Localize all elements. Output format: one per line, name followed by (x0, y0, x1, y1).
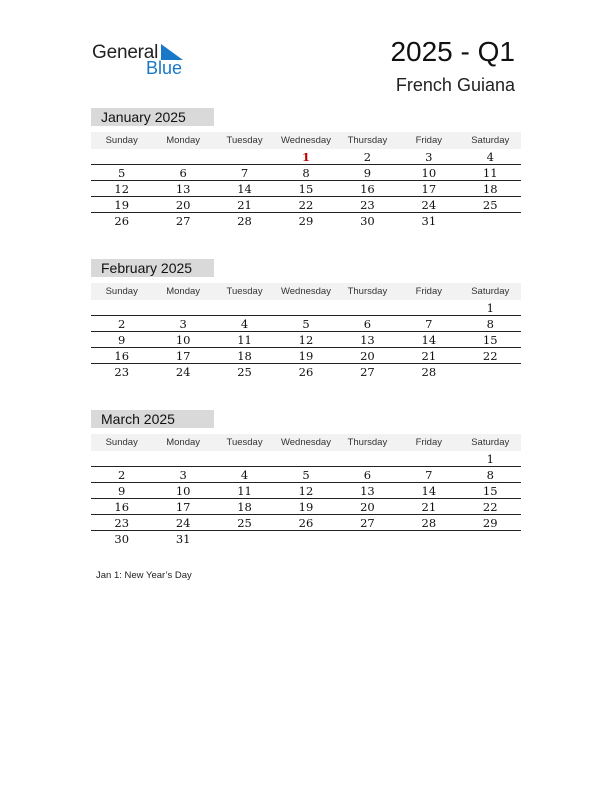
empty-day-cell (460, 531, 521, 547)
day-cell: 23 (114, 516, 130, 530)
empty-day-cell (398, 531, 459, 547)
weekday-label: Monday (166, 286, 201, 297)
week-row (91, 467, 521, 483)
weekday-header (91, 283, 521, 300)
day-cell: 18 (482, 182, 498, 196)
empty-day-cell (214, 531, 275, 547)
day-cell: 21 (237, 198, 252, 212)
day-cell: 6 (363, 468, 372, 482)
day-cell: 20 (360, 500, 375, 514)
day-cell: 9 (118, 333, 126, 347)
day-cell: 2 (118, 317, 126, 331)
empty-day-cell (91, 149, 152, 164)
day-cell: 28 (421, 516, 437, 530)
day-cell: 6 (363, 317, 372, 331)
empty-day-cell (398, 300, 459, 315)
day-cell: 9 (118, 484, 126, 498)
day-cell: 26 (298, 516, 314, 530)
weekday-label: Tuesday (226, 286, 263, 297)
weekday-label: Monday (166, 437, 201, 448)
day-cell: 25 (482, 198, 498, 212)
day-cell: 8 (302, 166, 310, 180)
week-row (91, 213, 521, 229)
day-cell: 20 (360, 349, 375, 363)
weekday-label: Friday (415, 286, 443, 297)
day-cell: 16 (114, 500, 130, 514)
day-cell: 12 (298, 484, 314, 498)
day-cell: 28 (237, 214, 252, 228)
day-cell: 7 (425, 317, 433, 331)
day-cell: 5 (118, 166, 126, 180)
day-cell: 15 (482, 484, 498, 498)
day-cell: 24 (175, 365, 191, 379)
weekday-label: Wednesday (280, 286, 331, 297)
day-cell: 27 (360, 365, 375, 379)
weekday-label: Friday (415, 135, 443, 146)
day-cell: 4 (240, 317, 249, 331)
weekday-label: Thursday (347, 437, 388, 448)
day-cell: 19 (114, 198, 130, 212)
empty-day-cell (337, 531, 398, 547)
empty-day-cell (398, 451, 459, 466)
weekday-label: Friday (415, 437, 443, 448)
weekday-label: Thursday (347, 286, 388, 297)
weekday-label: Sunday (105, 437, 138, 448)
day-cell: 16 (114, 349, 130, 363)
day-cell: 11 (237, 484, 252, 498)
day-cell: 10 (175, 484, 191, 498)
day-cell: 21 (421, 349, 437, 363)
empty-day-cell (214, 451, 275, 466)
day-cell: 22 (298, 198, 314, 212)
weekday-label: Saturday (471, 437, 510, 448)
day-cell: 8 (486, 317, 494, 331)
weekday-label: Tuesday (226, 437, 263, 448)
weekday-label: Saturday (471, 135, 510, 146)
day-cell: 6 (179, 166, 187, 180)
empty-day-cell (152, 149, 213, 164)
day-cell: 14 (421, 484, 437, 498)
day-cell: 5 (302, 317, 310, 331)
empty-day-cell (214, 300, 275, 315)
day-cell: 22 (482, 349, 498, 363)
week-row (91, 149, 521, 165)
day-cell: 11 (482, 166, 498, 180)
day-cell: 17 (175, 500, 191, 514)
brand-word-general: General (92, 42, 159, 63)
empty-day-cell (460, 213, 521, 229)
day-cell: 1 (486, 301, 494, 315)
day-cell: 28 (421, 365, 437, 379)
day-cell: 11 (237, 333, 252, 347)
week-row (91, 197, 521, 213)
day-cell: 19 (298, 500, 314, 514)
day-cell: 14 (421, 333, 437, 347)
day-cell: 3 (179, 317, 187, 331)
empty-day-cell (152, 300, 213, 315)
day-cell: 12 (298, 333, 314, 347)
day-cell: 25 (237, 516, 252, 530)
weekday-label: Sunday (105, 286, 138, 297)
weekday-header (91, 434, 521, 451)
day-cell: 16 (360, 182, 375, 196)
day-cell: 10 (175, 333, 191, 347)
empty-day-cell (214, 149, 275, 164)
day-cell: 23 (114, 365, 130, 379)
page-title: 2025 - Q1 (390, 36, 515, 67)
week-row (91, 483, 521, 499)
weekday-label: Tuesday (226, 135, 263, 146)
empty-day-cell (275, 300, 336, 315)
day-cell: 3 (179, 468, 187, 482)
day-cell: 23 (360, 198, 375, 212)
day-cell: 14 (237, 182, 252, 196)
day-cell: 3 (425, 150, 433, 164)
day-cell: 29 (482, 516, 498, 530)
day-cell: 17 (175, 349, 191, 363)
month-label: March 2025 (91, 410, 214, 428)
empty-day-cell (91, 300, 152, 315)
weekday-label: Wednesday (280, 135, 331, 146)
day-cell: 18 (237, 349, 252, 363)
day-cell: 7 (240, 166, 249, 180)
week-row (91, 348, 521, 364)
day-cell: 20 (175, 198, 191, 212)
month-february (91, 259, 521, 380)
day-cell: 27 (360, 516, 375, 530)
empty-day-cell (152, 451, 213, 466)
region-name: French Guiana (395, 75, 515, 95)
month-january (91, 108, 521, 229)
day-cell: 15 (298, 182, 314, 196)
day-cell: 21 (421, 500, 437, 514)
holiday-note: Jan 1: New Year’s Day (96, 570, 192, 581)
holiday-day-cell: 1 (301, 150, 310, 164)
empty-day-cell (460, 364, 521, 380)
month-march (91, 410, 521, 547)
month-label: February 2025 (91, 259, 214, 277)
day-cell: 19 (298, 349, 314, 363)
day-cell: 30 (360, 214, 375, 228)
weekday-label: Wednesday (280, 437, 331, 448)
day-cell: 2 (363, 150, 372, 164)
day-cell: 13 (360, 333, 375, 347)
day-cell: 26 (114, 214, 130, 228)
day-cell: 31 (421, 214, 437, 228)
week-row (91, 364, 521, 380)
day-cell: 10 (421, 166, 437, 180)
brand-logo (92, 40, 192, 80)
day-cell: 1 (486, 452, 494, 466)
day-cell: 9 (363, 166, 372, 180)
week-row (91, 332, 521, 348)
day-cell: 17 (421, 182, 437, 196)
day-cell: 24 (421, 198, 437, 212)
weekday-header (91, 132, 521, 149)
week-row (91, 181, 521, 197)
day-cell: 13 (360, 484, 375, 498)
day-cell: 12 (114, 182, 130, 196)
weekday-label: Saturday (471, 286, 510, 297)
day-cell: 7 (425, 468, 433, 482)
week-row (91, 531, 521, 547)
day-cell: 5 (302, 468, 310, 482)
empty-day-cell (91, 451, 152, 466)
day-cell: 15 (482, 333, 498, 347)
empty-day-cell (337, 300, 398, 315)
week-row (91, 499, 521, 515)
day-cell: 26 (298, 365, 314, 379)
brand-word-blue: Blue (146, 58, 183, 78)
day-cell: 13 (175, 182, 191, 196)
week-row (91, 451, 521, 467)
empty-day-cell (275, 531, 336, 547)
day-cell: 25 (237, 365, 252, 379)
day-cell: 30 (114, 532, 130, 546)
day-cell: 22 (482, 500, 498, 514)
weekday-label: Thursday (347, 135, 388, 146)
day-cell: 24 (175, 516, 191, 530)
day-cell: 31 (175, 532, 191, 546)
empty-day-cell (337, 451, 398, 466)
week-row (91, 300, 521, 316)
empty-day-cell (275, 451, 336, 466)
weekday-label: Sunday (105, 135, 138, 146)
week-row (91, 165, 521, 181)
day-cell: 29 (298, 214, 314, 228)
day-cell: 2 (118, 468, 126, 482)
week-row (91, 515, 521, 531)
day-cell: 27 (175, 214, 191, 228)
day-cell: 8 (486, 468, 494, 482)
day-cell: 4 (486, 150, 494, 164)
week-row (91, 316, 521, 332)
weekday-label: Monday (166, 135, 201, 146)
month-label: January 2025 (91, 108, 214, 126)
day-cell: 18 (237, 500, 252, 514)
day-cell: 4 (240, 468, 249, 482)
